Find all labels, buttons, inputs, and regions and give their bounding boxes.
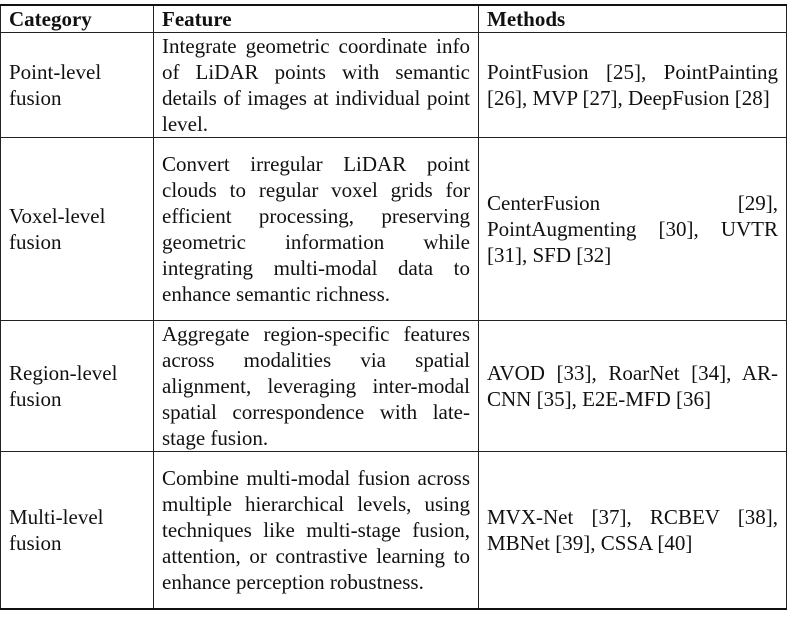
methods-text: PointFusion [25], PointPainting [26], MVP [27], DeepFusion [28] [487,60,778,110]
feature-cell [154,452,479,610]
category-cell [1,138,154,321]
feature-cell [154,33,479,138]
header-category: Category [1,5,154,33]
category-cell [1,321,154,452]
category-cell [1,33,154,138]
category-text: Multi-level fusion [9,505,104,555]
header-methods: Methods [479,5,787,33]
category-text: Voxel-level fusion [9,204,106,254]
category-text: Region-level fusion [9,361,118,411]
table-row [1,321,787,452]
table-row [1,33,787,138]
methods-text: CenterFusion [29], PointAugmenting [30], UVTR [31], SFD [32] [487,191,778,267]
table-row [1,138,787,321]
feature-text: Integrate geometric coordinate info of LiDAR points with semantic details of images at individual point level. [162,34,470,136]
category-cell [1,452,154,610]
category-text: Point-level fusion [9,60,102,110]
feature-cell [154,321,479,452]
methods-text: MVX-Net [37], RCBEV [38], MBNet [39], CSSA [40] [487,505,778,555]
feature-cell [154,138,479,321]
methods-cell [479,138,787,321]
feature-text: Convert irregular LiDAR point clouds to regular voxel grids for efficient processing, preserving geometric information while integrating multi-modal data to enhance semantic richness. [162,152,470,306]
methods-cell [479,33,787,138]
methods-cell [479,321,787,452]
methods-cell [479,452,787,610]
feature-text: Combine multi-modal fusion across multiple hierarchical levels, using techniques like multi-stage fusion, attention, or contrastive learning to enhance perception robustness. [162,466,470,594]
header-row [1,5,787,33]
fusion-methods-table [0,4,787,610]
header-feature: Feature [154,5,479,33]
feature-text: Aggregate region-specific features across modalities via spatial alignment, leveraging inter-modal spatial correspondence with late-stage fusion. [162,322,470,450]
table-row [1,452,787,610]
methods-text: AVOD [33], RoarNet [34], AR-CNN [35], E2E-MFD [36] [487,361,778,411]
